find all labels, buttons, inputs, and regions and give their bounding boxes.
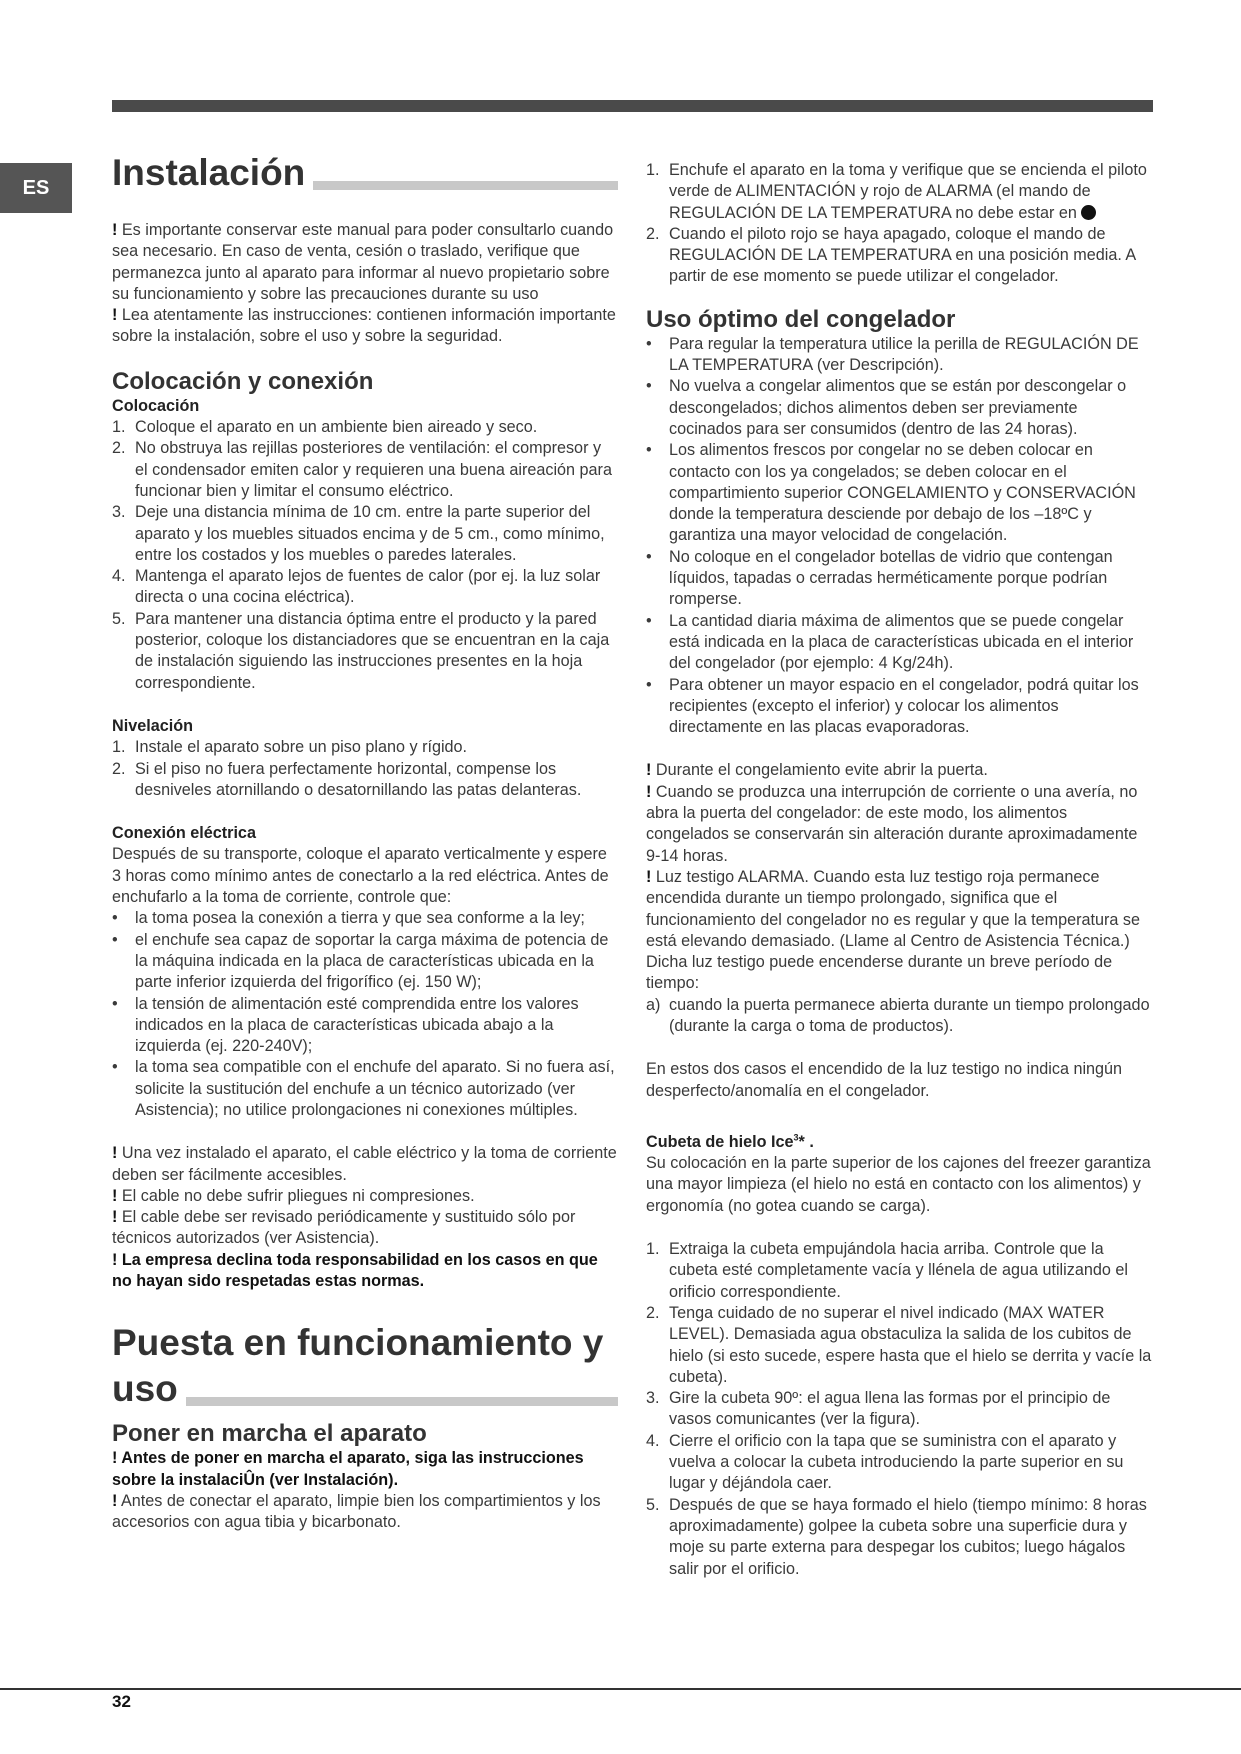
startup-note: ! Antes de conectar el aparato, limpie bien los compartimientos y los accesorios con agua tibia y bicarbonato. [112, 1491, 601, 1532]
light-conclusion: En estos dos casos el encendido de la luz testigo no indica ningún desperfecto/anomalía en el congelador. [646, 1060, 1123, 1100]
heading-rule [112, 1397, 618, 1406]
light-item: a) cuando la puerta permanece abierta durante un tiempo prolongado (durante la carga o toma de productos). [646, 995, 1150, 1035]
list-item: 1. Coloque el aparato en un ambiente bien aireado y seco. [112, 418, 538, 437]
startup-subtitle: Poner en marcha el aparato [112, 1420, 427, 1448]
list-item: 3. Gire la cubeta 90º: el agua llena las formas por el principio de vasos comunicantes (ver la figura). [646, 1389, 1111, 1429]
list-item: 5. Para mantener una distancia óptima entre el producto y la pared posterior, coloque los distanciadores que se encuentran en la caja de instalación siguiendo las instrucciones presentes en la hoja correspondiente. [112, 609, 610, 692]
list-item: • Para obtener un mayor espacio en el congelador, podrá quitar los recipientes (excepto el inferior) y colocar los alimentos directamente en las placas evaporadoras. [646, 675, 1139, 737]
warning-1: ! Una vez instalado el aparato, el cable eléctrico y la toma de corriente deben ser fácilmente accesibles. [112, 1144, 617, 1184]
intro-paragraph-1: ! Es importante conservar este manual para poder consultarlo cuando sea necesario. En caso de venta, cesión o traslado, verifique que permanezca junto al aparato para informar al nuevo propietario sobre su funcionamiento y sobre las precauciones durante su uso [112, 221, 614, 303]
list-item: 4. Mantenga el aparato lejos de fuentes de calor (por ej. la luz solar directa o una cocina eléctrica). [112, 567, 601, 607]
leveling-subtitle: Nivelación [112, 716, 193, 735]
list-item: • la toma sea compatible con el enchufe del aparato. Si no fuera así, solicite la sustitución del enchufe a un técnico autorizado (ver Asistencia); no utilice prolongaciones ni conexiones múltiples. [112, 1058, 615, 1119]
list-item: 4. Cierre el orificio con la tapa que se suministra con el aparato y vuelva a colocar la cubeta introduciendo la parte superior en su lugar y déjándola caer. [646, 1431, 1124, 1493]
electric-list [112, 908, 618, 1121]
left-column [112, 150, 618, 1534]
electric-subtitle: Conexión eléctrica [112, 824, 256, 843]
filled-circle-icon [1081, 205, 1096, 220]
ice-text: Su colocación en la parte superior de los cajones del freezer garantiza una mayor limpieza (el hielo no está en contacto con los alimentos) y ergonomía (no gotea cuando se carga). [646, 1154, 1151, 1215]
list-item: • Los alimentos frescos por congelar no se deben colocar en contacto con los ya congelados; se deben colocar en el compartimiento superior CONGELAMIENTO y CONSERVACIÓN donde la temperatura desciende por debajo de los –18ºC y garantiza una mayor velocidad de congelación. [646, 441, 1136, 545]
placement-title: Colocación y conexión [112, 367, 374, 395]
top-bar [112, 100, 1153, 112]
warning-3: ! El cable debe ser revisado periódicamente y sustituido sólo por técnicos autorizados (ver Asistencia). [112, 1208, 576, 1248]
list-item: 3. Deje una distancia mínima de 10 cm. entre la parte superior del aparato y los muebles situados encima y de 5 cm., como mínimo, entre los costados y los muebles o paredes laterales. [112, 503, 605, 564]
installation-heading [112, 150, 618, 196]
list-item: • La cantidad diaria máxima de alimentos que se puede congelar está indicada en la placa de características ubicada en el interior del congelador (por ejemplo: 4 Kg/24h). [646, 611, 1134, 673]
list-item: • Para regular la temperatura utilice la perilla de REGULACIÓN DE LA TEMPERATURA (ver Descripción). [646, 334, 1139, 375]
list-item: • la tensión de alimentación esté comprendida entre los valores indicados en la placa de características ubicada abajo a la izquierda (ej. 220-240V); [112, 994, 579, 1056]
installation-title: Instalación [112, 150, 313, 196]
list-item: 2. Si el piso no fuera perfectamente horizontal, compense los desniveles atornillando o desatornillando las patas delanteras. [112, 759, 582, 799]
bottom-rule [0, 1688, 1241, 1690]
intro-paragraph-2: ! Lea atentamente las instrucciones: contienen información importante sobre la instalación, sobre el uso y sobre la seguridad. [112, 306, 616, 346]
freezer-list [646, 334, 1152, 739]
list-item: • No vuelva a congelar alimentos que se están por descongelar o descongelados; dichos alimentos deben ser previamente cocinados para ser consumidos (dentro de las 24 horas). [646, 377, 1127, 438]
list-item: • No coloque en el congelador botellas de vidrio que contengan líquidos, tapadas o cerradas herméticamente porque podrían romperse. [646, 547, 1113, 609]
startup-title-line-1: Puesta en funcionamiento y [112, 1322, 604, 1364]
liability-warning: ! La empresa declina toda responsabilidad en los casos en que no hayan sido respetadas estas normas. [112, 1250, 598, 1291]
startup-steps [646, 160, 1152, 288]
startup-bold-note: ! Antes de poner en marcha el aparato, siga las instrucciones sobre la instalaciÛn (ver Instalación). [112, 1449, 584, 1489]
list-item: 1. Instale el aparato sobre un piso plano y rígido. [112, 738, 468, 757]
electric-text: Después de su transporte, coloque el aparato verticalmente y espere 3 horas como mínimo antes de conectarlo a la red eléctrica. Antes de enchufarlo a la toma de corriente, controle que: [112, 845, 609, 907]
ice-title: Cubeta de hielo Ice$^3$* . [646, 1132, 814, 1151]
freezer-note-1: ! Durante el congelamiento evite abrir la puerta. [646, 761, 988, 780]
startup-title-line-2: uso [112, 1366, 186, 1412]
placement-subtitle: Colocación [112, 396, 200, 415]
list-item: 5. Después de que se haya formado el hielo (tiempo mínimo: 8 horas aproximadamente) golpee la cubeta sobre una superficie dura y moje su parte externa para despegar los cubitos; luego hágalos salir por el orificio. [646, 1495, 1147, 1578]
freezer-note-2: ! Cuando se produzca una interrupción de corriente o una avería, no abra la puerta del congelador: de este modo, los alimentos congelados se conservarán sin alteración durante aproximadamente 9-14 horas. [646, 782, 1138, 865]
list-item: 2. Tenga cuidado de no superar el nivel indicado (MAX WATER LEVEL). Demasiada agua obstaculiza la salida de los cubitos de hielo (si esto sucede, espere hasta que el hielo se derrita y vacíe la cubeta). [646, 1303, 1152, 1386]
leveling-list [112, 737, 618, 801]
ice-steps [646, 1239, 1152, 1580]
list-item: • la toma posea la conexión a tierra y que sea conforme a la ley; [112, 909, 585, 928]
freezer-note-3: ! Luz testigo ALARMA. Cuando esta luz testigo roja permanece encendida durante un tiempo prolongado, significa que el funcionamiento del congelador no es regular y que la temperatura se está elevando demasiado. (Llame al Centro de Asistencia Técnica.) [646, 867, 1141, 950]
list-item: 2. Cuando el piloto rojo se haya apagado, coloque el mando de REGULACIÓN DE LA TEMPERATURA en una posición media. A partir de ese momento se puede utilizar el congelador. [646, 224, 1136, 286]
right-column [646, 160, 1152, 1580]
startup-heading [112, 1320, 618, 1412]
page-number: 32 [112, 1692, 131, 1711]
freezer-title: Uso óptimo del congelador [646, 305, 956, 333]
light-text: Dicha luz testigo puede encenderse durante un breve período de tiempo: [646, 953, 1113, 993]
language-tab: ES [0, 163, 72, 213]
list-item: 1. Enchufe el aparato en la toma y verifique que se encienda el piloto verde de ALIMENTACIÓN y rojo de ALARMA (el mando de REGULACIÓN DE LA TEMPERATURA no debe estar en [646, 161, 1147, 222]
placement-list [112, 417, 618, 694]
warning-2: ! El cable no debe sufrir pliegues ni compresiones. [112, 1186, 475, 1205]
list-item: • el enchufe sea capaz de soportar la carga máxima de potencia de la máquina indicada en la placa de características ubicada en la parte inferior izquierda del frigorífico (ej. 150 W); [112, 930, 609, 992]
list-item: 1. Extraiga la cubeta empujándola hacia arriba. Controle que la cubeta esté completamente vacía y llénela de agua utilizando el orificio correspondiente. [646, 1240, 1128, 1301]
list-item: 2. No obstruya las rejillas posteriores de ventilación: el compresor y el condensador emiten calor y requieren una buena aireación para funcionar bien y limitar el consumo eléctrico. [112, 439, 612, 500]
